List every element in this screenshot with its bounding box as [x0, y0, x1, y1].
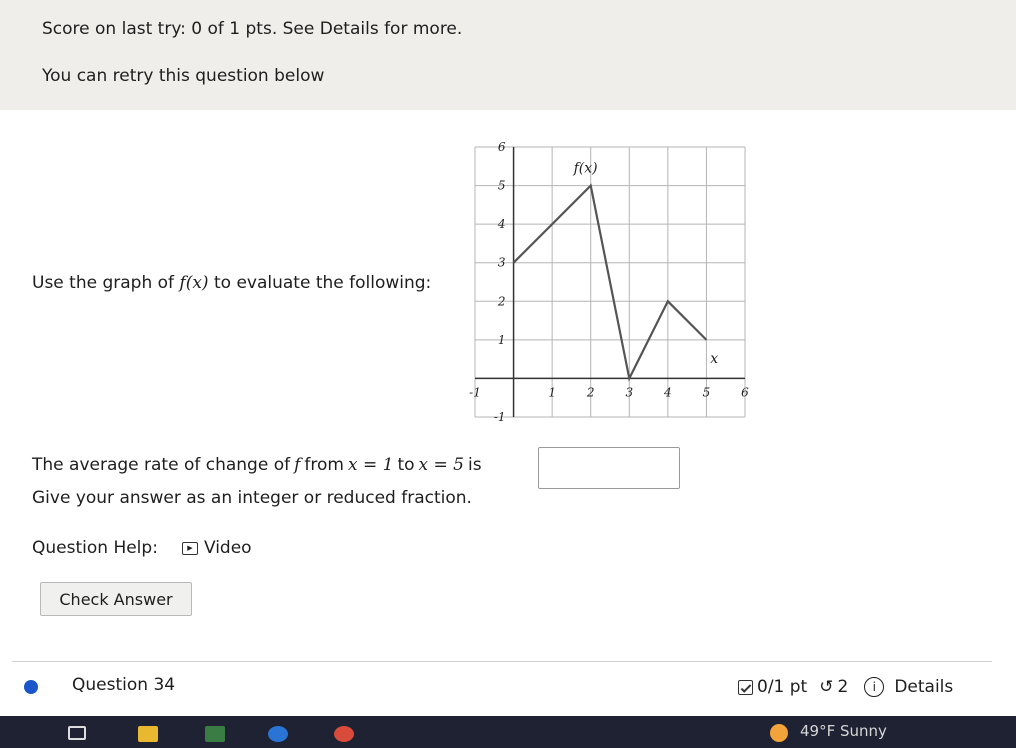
weather-readout: 49°F Sunny [800, 722, 887, 740]
avg-from: from [304, 455, 344, 475]
prompt-prefix: Use the graph of [32, 273, 180, 293]
avg-to: to [397, 455, 415, 475]
question-help [32, 538, 252, 558]
edit-check-icon [738, 680, 753, 695]
video-label: Video [203, 538, 252, 558]
y-tick-label: 1 [497, 332, 506, 347]
prompt-function: f(x) [179, 273, 209, 293]
avg-x1: x = 1 [347, 455, 394, 475]
retry-icon: ↺ [819, 677, 834, 697]
y-axis-label: f(x) [573, 160, 598, 177]
question-meta [738, 677, 953, 697]
x-tick-label: 4 [664, 385, 672, 400]
retry-message: You can retry this question below [42, 66, 325, 86]
x-tick-label: 3 [625, 385, 634, 400]
y-tick-label: 4 [497, 217, 506, 232]
avg-function: f [294, 455, 301, 475]
x-tick-label: 6 [741, 385, 749, 400]
x-tick-label: 2 [586, 385, 595, 400]
y-tick-label: -1 [493, 410, 506, 424]
x-tick-label: 1 [548, 385, 556, 400]
prompt-suffix: to evaluate the following: [208, 273, 432, 293]
avg-rate-statement [32, 455, 482, 475]
question-status-dot [24, 680, 38, 694]
answer-hint: Give your answer as an integer or reduced fraction. [32, 488, 472, 508]
function-graph [455, 135, 755, 435]
x-tick-label: 5 [702, 385, 711, 400]
chrome-icon[interactable] [334, 726, 354, 742]
task-view-icon[interactable] [68, 726, 86, 740]
check-answer-button[interactable]: Check Answer [40, 582, 192, 616]
retries-count: 2 [837, 677, 849, 697]
function-line [514, 186, 707, 379]
y-tick-label: 3 [497, 255, 506, 270]
help-label: Question Help: [32, 538, 158, 558]
y-tick-label: 5 [497, 178, 506, 193]
details-link[interactable]: Details [894, 677, 954, 697]
store-icon[interactable] [205, 726, 225, 742]
y-tick-label: 2 [497, 294, 506, 309]
info-icon[interactable]: i [864, 677, 884, 697]
question-prompt [32, 273, 431, 293]
avg-is: is [467, 455, 482, 475]
video-icon: ▶ [182, 542, 198, 555]
avg-x2: x = 5 [418, 455, 464, 475]
app-icon[interactable] [268, 726, 288, 742]
weather-sun-icon [770, 724, 788, 742]
x-axis-label: x [710, 351, 719, 367]
x-tick-label: -1 [469, 385, 481, 400]
question-number: Question 34 [72, 675, 176, 695]
divider [12, 661, 992, 662]
answer-input[interactable] [538, 447, 680, 489]
points-label: 0/1 pt [757, 677, 808, 697]
score-status: Score on last try: 0 of 1 pts. See Details for more. [42, 19, 463, 39]
avg-prefix: The average rate of change of [32, 455, 291, 475]
y-tick-label: 6 [497, 140, 506, 154]
score-banner [0, 0, 1016, 110]
video-help-link[interactable] [182, 538, 252, 558]
file-explorer-icon[interactable] [138, 726, 158, 742]
